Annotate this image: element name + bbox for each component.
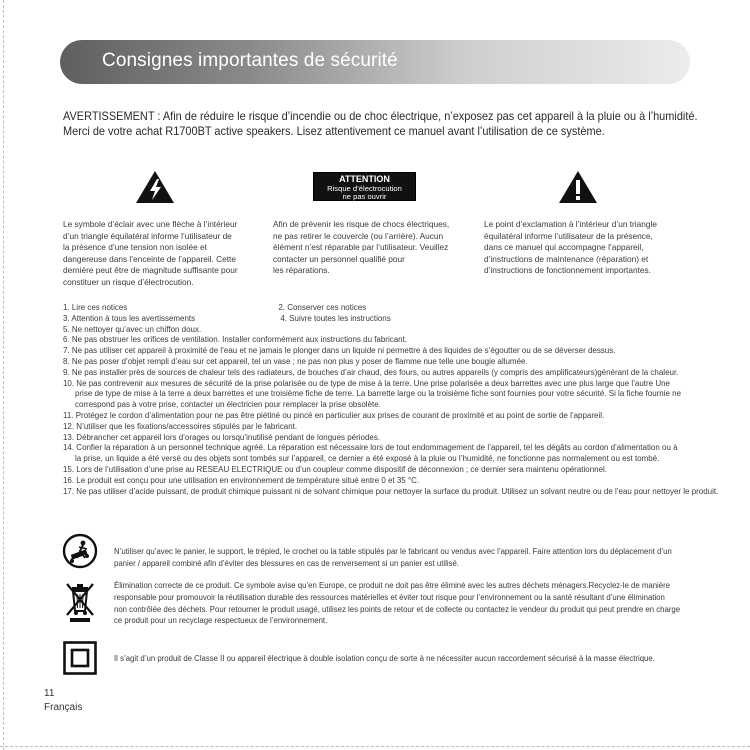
attention-title: ATTENTION xyxy=(339,174,390,184)
cart-tipover-icon xyxy=(62,533,98,569)
instruction-text: 1. Lire ces notices xyxy=(63,303,128,312)
list-item: 13. Débrancher cet appareil lors d’orages ou lorsqu’inutilisé pendant de longues périodes. xyxy=(63,432,381,442)
section-banner xyxy=(60,40,690,84)
page-border-left xyxy=(3,0,4,750)
text-line: d’instructions de maintenance (réparation) et xyxy=(484,253,649,264)
list-item: 17. Ne pas utiliser d’acide puissant, de produit chimique puissant ni de solvant chimique pour nettoyer la surface du produit. Utilisez un solvant neutre ou de l’eau pour nettoyer le produit. xyxy=(63,486,719,496)
list-item: 12. N’utiliser que les fixations/accessoires stipulés par le fabricant. xyxy=(63,421,298,431)
thanks-line: Merci de votre achat R1700BT active speakers. Lisez attentivement ce manuel avant l’utilisation de ce système. xyxy=(63,125,605,138)
safety-instructions-list xyxy=(63,303,718,497)
class-ii-double-square-icon xyxy=(63,641,97,675)
text-line: ne pas retirer le couvercle (ou l’arrière). Aucun xyxy=(273,230,444,241)
list-item: 5. Ne nettoyer qu’avec un chiffon doux. xyxy=(63,324,202,334)
lightning-description xyxy=(63,219,238,289)
page-number: 11 xyxy=(44,688,55,699)
list-item: 15. Lors de l’utilisation d’une prise au RESEAU ELECTRIQUE ou d’un coupleur comme dispositif de déconnexion ; ce dernier sera maintenu opérationnel. xyxy=(63,464,608,474)
instruction-text: 2. Conserver ces notices xyxy=(278,303,367,312)
list-item: 8. Ne pas poser d’objet rempli d’eau sur cet appareil, tel un vase ; ne pas non plus y poser de flamme nue telle une bougie allumée. xyxy=(63,356,528,366)
text-line: d’un triangle équilatéral informe l’utilisateur de xyxy=(63,230,232,241)
text-line: d’instructions de fonctionnement importantes. xyxy=(484,265,651,276)
text-line: élément n’est réparable par l’utilisateur. Veuillez xyxy=(273,242,449,253)
text-line: Le point d’exclamation à l’intérieur d’un triangle xyxy=(484,219,657,229)
text-line: Élimination correcte de ce produit. Ce symbole avise qu’en Europe, ce produit ne doit pas être éliminé avec les autres déchets ménagers.Recyclez-le de manière xyxy=(114,581,671,590)
text-line: ce produit pour un recyclage respectueux de l’environnement. xyxy=(114,616,328,626)
list-item xyxy=(63,303,718,314)
list-item: 6. Ne pas obstruer les orifices de ventilation. Installer conformément aux instructions du fabricant. xyxy=(63,335,408,345)
class-ii-notice xyxy=(114,653,655,665)
list-item-continued: correspond pas à votre prise, contacter un électricien pour remplacer la prise obsolète. xyxy=(74,400,381,410)
page-language: Français xyxy=(44,702,83,713)
text-line: responsable pour promouvoir la réutilisation durable des ressources matérielles et éviter tout risque pour l’environnement ou la santé résultant d’une élimination xyxy=(114,592,665,602)
lightning-warning-icon xyxy=(135,170,175,204)
attention-label xyxy=(313,172,416,201)
text-line: Il s’agit d’un produit de Classe II ou appareil électrique à double isolation conçu de sorte à ne nécessiter aucun raccordement sécurisé à la masse électrique. xyxy=(114,654,655,663)
text-line: Afin de prévenir les risque de chocs électriques, xyxy=(273,219,450,229)
list-item: 9. Ne pas installer près de sources de chaleur tels des radiateurs, de bouches d’air chaud, des fours, ou autres appareils (y compris des amplificateurs)générant de la chaleur. xyxy=(63,367,679,377)
text-line: les réparations. xyxy=(273,265,330,276)
attention-subtitle-line: ne pas ouvrir xyxy=(342,192,387,201)
list-item: 11. Protégez le cordon d’alimentation pour ne pas être piétiné ou pincé en particulier aux prises de courant de proximité et au point de sortie de l’appareil. xyxy=(63,410,605,420)
text-line: contacter un personnel qualifié pour xyxy=(273,253,405,264)
cart-notice xyxy=(114,546,672,570)
list-item-continued: la prise, un liquide a été versé ou des objets sont tombés sur l’appareil, ce dernier a été exposé à la pluie ou l’humidité, ne fonctionne pas normalement ou est tombé. xyxy=(74,454,660,464)
text-line: panier / appareil combiné afin d’éviter des blessures en cas de renversement si un panier est utilisé. xyxy=(114,558,459,568)
list-item: 10. Ne pas contrevenir aux mesures de sécurité de la prise polarisée ou de type de mise à la terre. Une prise polarisée a deux barrettes avec une plus large que l’autre Une xyxy=(63,378,670,388)
list-item-continued: prise de type de mise à la terre a deux barrettes et une troisième fiche de terre. La barrette large ou la troisième fiche sont fournies pour votre sécurité. Si la fiche fournie ne xyxy=(74,389,682,399)
attention-subtitle-line: Risque d’électrocution xyxy=(327,184,402,193)
weee-crossed-bin-icon xyxy=(63,581,97,623)
list-item: 16. Le produit est conçu pour une utilisation en environnement de température situé entre 0 et 35 °C. xyxy=(63,475,420,485)
instruction-text: 4. Suivre toutes les instructions xyxy=(280,313,391,323)
text-line: Le symbole d’éclair avec une flèche à l’intérieur xyxy=(63,219,238,229)
attention-description xyxy=(273,219,449,277)
text-line: équilatéral informe l’utilisateur de la présence, xyxy=(484,230,653,241)
exclamation-warning-icon xyxy=(558,170,598,204)
warning-line: AVERTISSEMENT : Afin de réduire le risque d’incendie ou de choc électrique, n’exposez pas cet appareil à la pluie ou à l’humidité. xyxy=(63,110,698,123)
text-line: dans ce manuel qui accompagne l’appareil, xyxy=(484,242,644,253)
text-line: dangereuse dans l’enceinte de l’appareil. Cette xyxy=(63,253,236,264)
list-item xyxy=(63,314,718,325)
instruction-text: 3. Attention à tous les avertissements xyxy=(63,313,196,323)
text-line: constituer un risque d’électrocution. xyxy=(63,276,194,287)
list-item: 7. Ne pas utiliser cet appareil à proximité de l’eau et ne jamais le plonger dans un liquide ni permettre à des liquides de s’égoutter ou de se déverser dessus. xyxy=(63,346,616,356)
text-line: N’utiliser qu’avec le panier, le support, le trépied, le crochet ou la table stipulés par le fabricant ou vendus avec l’appareil. Faire attention lors du déplacement d’un xyxy=(114,547,672,556)
weee-notice xyxy=(114,580,680,627)
attention-subtitle xyxy=(314,184,415,201)
text-line: non contrôlée des déchets. Pour retourner le produit usagé, utilisez les points de retour et de collecte ou contactez le vendeur du produit qui peut prendre en charge xyxy=(114,604,681,614)
warning-paragraph xyxy=(63,109,696,139)
text-line: la présence d’une tension non isolée et xyxy=(63,242,207,253)
list-item: 14. Confier la réparation à un personnel technique agréé. La réparation est nécessaire lors de tout endommagement de l’appareil, tel les dégâts au cordon d’alimentation ou à xyxy=(63,443,678,453)
section-title: Consignes importantes de sécurité xyxy=(102,50,398,71)
text-line: dernière peut être de magnitude suffisante pour xyxy=(63,265,238,276)
page-border-bottom xyxy=(0,746,750,747)
exclamation-description xyxy=(484,219,657,277)
